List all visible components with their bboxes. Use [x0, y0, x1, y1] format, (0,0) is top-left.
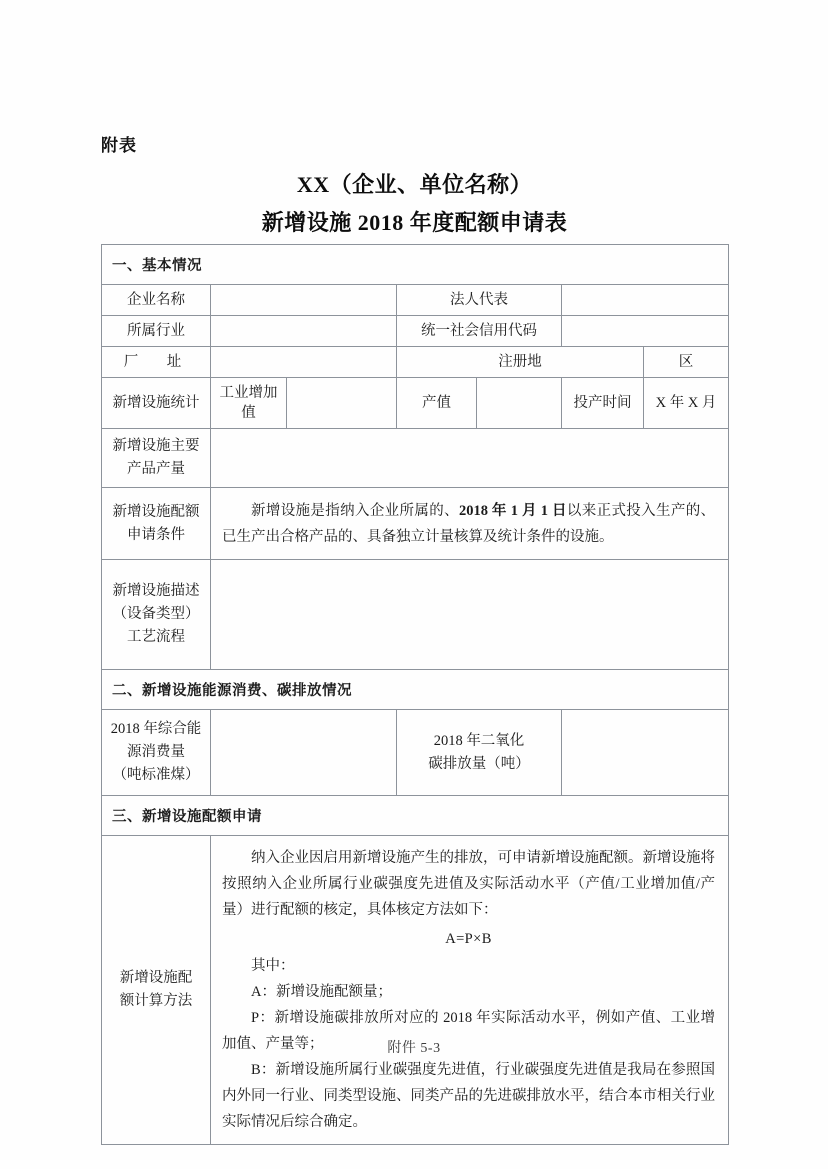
- table-row: [102, 836, 729, 1145]
- application-conditions-label-line1: 新增设施配额: [112, 503, 200, 520]
- calculation-method-label-line1: 新增设施配: [119, 970, 193, 986]
- energy-consumption-label-line2: 源消费量: [127, 744, 185, 760]
- calculation-method-label: [102, 836, 211, 1145]
- application-conditions-text: [211, 488, 729, 560]
- production-time-value[interactable]: X 年 X 月: [644, 378, 729, 429]
- facility-description-label-line1: 新增设施描述: [112, 583, 200, 599]
- energy-consumption-label-line3: （吨标准煤）: [112, 767, 200, 783]
- table-row: [102, 347, 729, 378]
- calculation-method-text: [211, 836, 729, 1145]
- main-product-output-input[interactable]: [211, 429, 729, 488]
- application-conditions-label-line2: 申请条件: [127, 526, 185, 543]
- attachment-label: 附表: [101, 136, 137, 155]
- method-paragraph-2: 其中：: [251, 958, 295, 974]
- industrial-added-value-input[interactable]: [287, 378, 397, 429]
- facility-description-label-line3: 工艺流程: [127, 629, 185, 645]
- output-value-input[interactable]: [477, 378, 562, 429]
- title-line-1: XX（企业、单位名称）: [296, 172, 533, 197]
- credit-code-input[interactable]: [562, 316, 729, 347]
- method-paragraph-4: P：新增设施碳排放所对应的 2018 年实际活动水平，例如产值、工业增加值、产量等；: [222, 1010, 716, 1052]
- conditions-text-part2: 以来正式投入生产的、已生产出合格产品的、具备独立计量核算及统计条件的设施。: [222, 502, 716, 545]
- co2-emission-input[interactable]: [562, 710, 729, 796]
- conditions-paragraph: [222, 498, 715, 550]
- application-conditions-label: [102, 488, 211, 560]
- table-row: [102, 245, 729, 285]
- allowance-application-form: [101, 244, 729, 1145]
- factory-address-label: 厂 址: [102, 347, 211, 378]
- energy-consumption-label-line1: 2018 年综合能: [110, 721, 202, 737]
- company-name-input[interactable]: [211, 285, 397, 316]
- energy-consumption-label: [102, 710, 211, 796]
- facility-description-label: [102, 560, 211, 670]
- district-label: 区: [644, 347, 729, 378]
- method-formula: A=P×B: [445, 931, 492, 947]
- table-row: [102, 488, 729, 560]
- table-row: [102, 710, 729, 796]
- legal-rep-label: 法人代表: [397, 285, 562, 316]
- main-product-output-label: [102, 429, 211, 488]
- industrial-added-value-label: 工业增加值: [211, 378, 287, 429]
- method-paragraph-5: B：新增设施所属行业碳强度先进值，行业碳强度先进值是我局在参照国内外同一行业、同类型设施、同类产品的先进碳排放水平，结合本市相关行业实际情况后综合确定。: [222, 1062, 716, 1130]
- credit-code-label: 统一社会信用代码: [397, 316, 562, 347]
- facility-description-label-line2: （设备类型）: [112, 606, 200, 622]
- title-line-2: 新增设施 2018 年度配额申请表: [261, 210, 568, 235]
- company-name-label: 企业名称: [102, 285, 211, 316]
- energy-consumption-input[interactable]: [211, 710, 397, 796]
- conditions-text-bold: 2018 年 1 月 1 日: [458, 502, 567, 519]
- industry-label: 所属行业: [102, 316, 211, 347]
- table-row: [102, 796, 729, 836]
- table-row: [102, 316, 729, 347]
- section1-heading: 一、基本情况: [102, 245, 729, 285]
- table-row: [102, 670, 729, 710]
- method-paragraph-1: 纳入企业因启用新增设施产生的排放，可申请新增设施配额。新增设施将按照纳入企业所属行业碳强度先进值及实际活动水平（产值/工业增加值/产量）进行配额的核定，具体核定方法如下：: [222, 850, 716, 918]
- co2-emission-label: [397, 710, 562, 796]
- industry-input[interactable]: [211, 316, 397, 347]
- registered-place-label: 注册地: [397, 347, 644, 378]
- document-title: [101, 168, 728, 240]
- production-time-label: 投产时间: [562, 378, 644, 429]
- facility-description-input[interactable]: [211, 560, 729, 670]
- co2-emission-label-line2: 碳排放量（吨）: [428, 755, 530, 772]
- table-row: [102, 429, 729, 488]
- method-paragraph-3: A：新增设施配额量；: [251, 984, 392, 1000]
- calculation-method-label-line2: 额计算方法: [119, 993, 193, 1009]
- table-row: [102, 378, 729, 429]
- section2-heading: 二、新增设施能源消费、碳排放情况: [102, 670, 729, 710]
- factory-address-input[interactable]: [211, 347, 397, 378]
- section3-heading: 三、新增设施配额申请: [102, 796, 729, 836]
- table-row: [102, 285, 729, 316]
- conditions-text-part1: 新增设施是指纳入企业所属的、: [251, 502, 459, 519]
- legal-rep-input[interactable]: [562, 285, 729, 316]
- facility-stats-label: 新增设施统计: [102, 378, 211, 429]
- main-product-output-label-line1: 新增设施主要: [112, 438, 200, 454]
- table-row: [102, 560, 729, 670]
- page-footer: 附件 5-3: [387, 1041, 441, 1056]
- co2-emission-label-line1: 2018 年二氧化: [433, 732, 525, 749]
- main-product-output-label-line2: 产品产量: [127, 461, 185, 477]
- output-value-label: 产值: [397, 378, 477, 429]
